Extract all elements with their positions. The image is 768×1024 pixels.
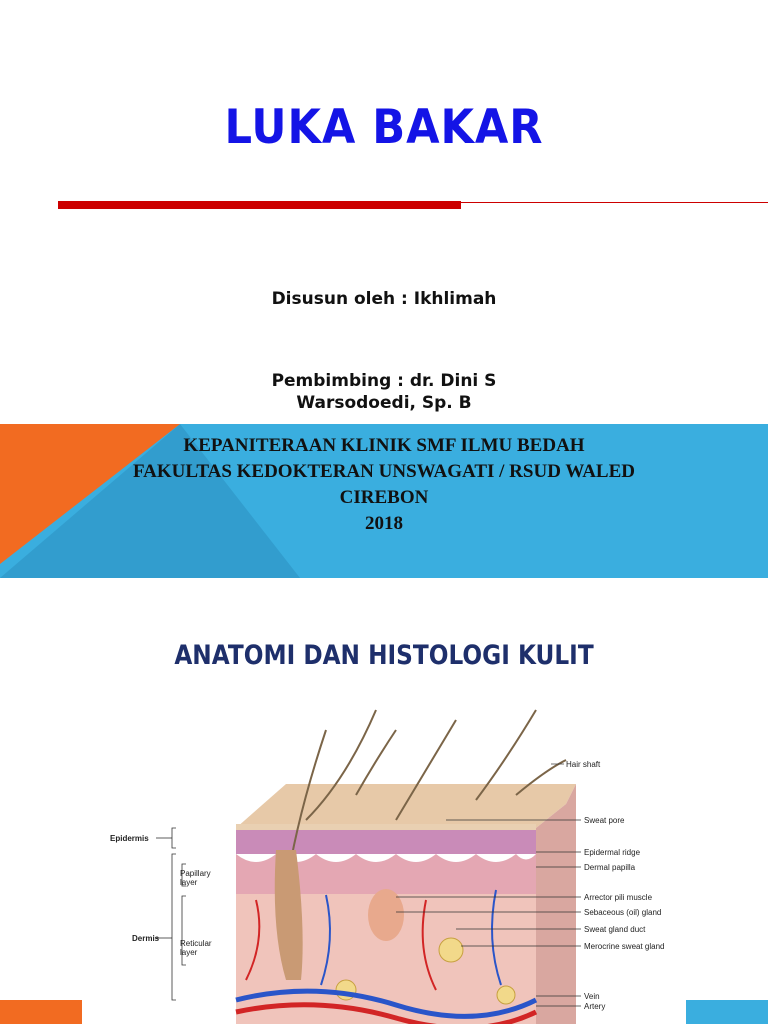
title-rule-thin [461, 202, 768, 203]
institution-line-1: KEPANITERAAN KLINIK SMF ILMU BEDAH [183, 435, 585, 456]
label-arrector-pili: Arrector pili muscle [584, 893, 653, 902]
institution-band [0, 424, 768, 578]
author-line: Disusun oleh : Ikhlimah [271, 289, 497, 309]
skin-surface [236, 784, 576, 828]
sweat-gland-1 [439, 938, 463, 962]
skin-anatomy-figure [96, 700, 676, 1024]
anatomy-slide [0, 596, 768, 1024]
corner-accent-blue [686, 1000, 768, 1024]
label-dermis: Dermis [132, 934, 160, 943]
institution-line-4: 2018 [365, 513, 403, 534]
sweat-gland-3 [497, 986, 515, 1004]
label-merocrine-gland: Merocrine sweat gland [584, 942, 665, 951]
title-rule-thick [58, 201, 461, 209]
label-dermal-papilla: Dermal papilla [584, 863, 636, 872]
label-sweat-gland-duct: Sweat gland duct [584, 925, 646, 934]
label-papillary-1: Papillary [180, 869, 211, 878]
label-papillary-2: layer [180, 878, 198, 887]
label-sweat-pore: Sweat pore [584, 816, 625, 825]
label-epidermis: Epidermis [110, 834, 149, 843]
label-reticular-2: layer [180, 948, 198, 957]
supervisor-line-2: Warsodoedi, Sp. B [296, 393, 472, 413]
label-reticular-1: Reticular [180, 939, 212, 948]
slide2-title: ANATOMI DAN HISTOLOGI KULIT [174, 640, 594, 671]
label-epidermal-ridge: Epidermal ridge [584, 848, 641, 857]
label-hair-shaft: Hair shaft [566, 760, 601, 769]
label-artery: Artery [584, 1002, 606, 1011]
label-vein: Vein [584, 992, 600, 1001]
corner-accent-orange [0, 1000, 82, 1024]
institution-line-3: CIREBON [339, 487, 429, 508]
label-sebaceous-gland: Sebaceous (oil) gland [584, 908, 662, 917]
slide-title: LUKA BAKAR [224, 100, 544, 155]
institution-line-2: FAKULTAS KEDOKTERAN UNSWAGATI / RSUD WALED [132, 461, 635, 482]
supervisor-line-1: Pembimbing : dr. Dini S [271, 371, 497, 391]
